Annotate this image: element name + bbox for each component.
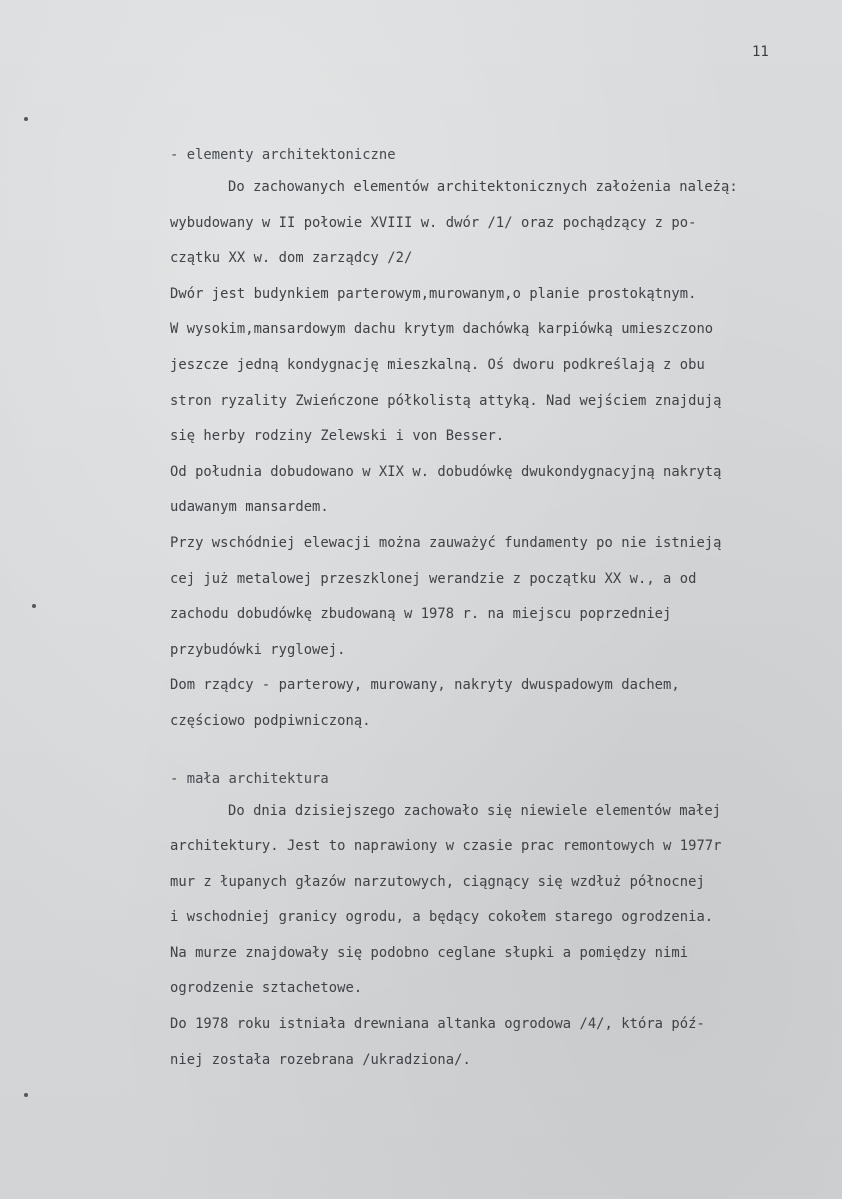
text-line: wybudowany w II połowie XVIII w. dwór /1/ oraz pochądzący z po- (170, 214, 697, 231)
text-line: mur z łupanych głazów narzutowych, ciągnący się wzdłuż północnej (170, 873, 705, 890)
text-line: się herby rodziny Zelewski i von Besser. (170, 428, 505, 445)
section-heading-architectural-elements: - elementy architektoniczne (170, 147, 396, 163)
text-line: Do dnia dzisiejszego zachowało się niewiele elementów małej (228, 802, 722, 819)
typed-text-body (170, 140, 838, 1078)
text-line: i wschodniej granicy ogrodu, a będący cokołem starego ogrodzenia. (170, 909, 714, 926)
text-line: W wysokim,mansardowym dachu krytym dachówką karpiówką umieszczono (170, 321, 714, 338)
text-line: Przy wschódniej elewacji można zauważyć fundamenty po nie istnieją (170, 534, 722, 551)
page-number: 11 (752, 44, 769, 60)
section-heading-small-architecture: - mała architektura (170, 770, 329, 787)
text-line: Na murze znajdowały się podobno ceglane słupki a pomiędzy nimi (170, 944, 689, 961)
text-line: częściowo podpiwniczoną. (170, 712, 371, 729)
text-line: cej już metalowej przeszklonej werandzie z początku XX w., a od (170, 570, 697, 587)
punch-hole-mark (32, 604, 36, 608)
punch-hole-mark (24, 1093, 28, 1097)
punch-hole-mark (24, 117, 28, 121)
text-line: stron ryzality Zwieńczone półkolistą attyką. Nad wejściem znajdują (170, 392, 722, 409)
text-line: zachodu dobudówkę zbudowaną w 1978 r. na miejscu poprzedniej (170, 606, 672, 623)
text-line: niej została rozebrana /ukradziona/. (170, 1051, 471, 1068)
text-line: ogrodzenie sztachetowe. (170, 980, 363, 997)
text-line: przybudówki ryglowej. (170, 641, 346, 658)
text-line: jeszcze jedną kondygnację mieszkalną. Oś dworu podkreślają z obu (170, 356, 705, 373)
text-line: Do zachowanych elementów architektonicznych założenia należą: (228, 179, 738, 195)
text-line: Dwór jest budynkiem parterowym,murowanym,o planie prostokątnym. (170, 285, 697, 302)
section-gap (170, 740, 838, 764)
text-line: Do 1978 roku istniała drewniana altanka ogrodowa /4/, która póź- (170, 1016, 705, 1033)
text-line: udawanym mansardem. (170, 499, 329, 516)
text-line: Od południa dobudowano w XIX w. dobudówkę dwukondygnacyjną nakrytą (170, 463, 722, 480)
text-line: architektury. Jest to naprawiony w czasie prac remontowych w 1977r (170, 838, 722, 855)
text-line: Dom rządcy - parterowy, murowany, nakryty dwuspadowym dachem, (170, 677, 680, 694)
text-line: czątku XX w. dom zarządcy /2/ (170, 250, 413, 267)
